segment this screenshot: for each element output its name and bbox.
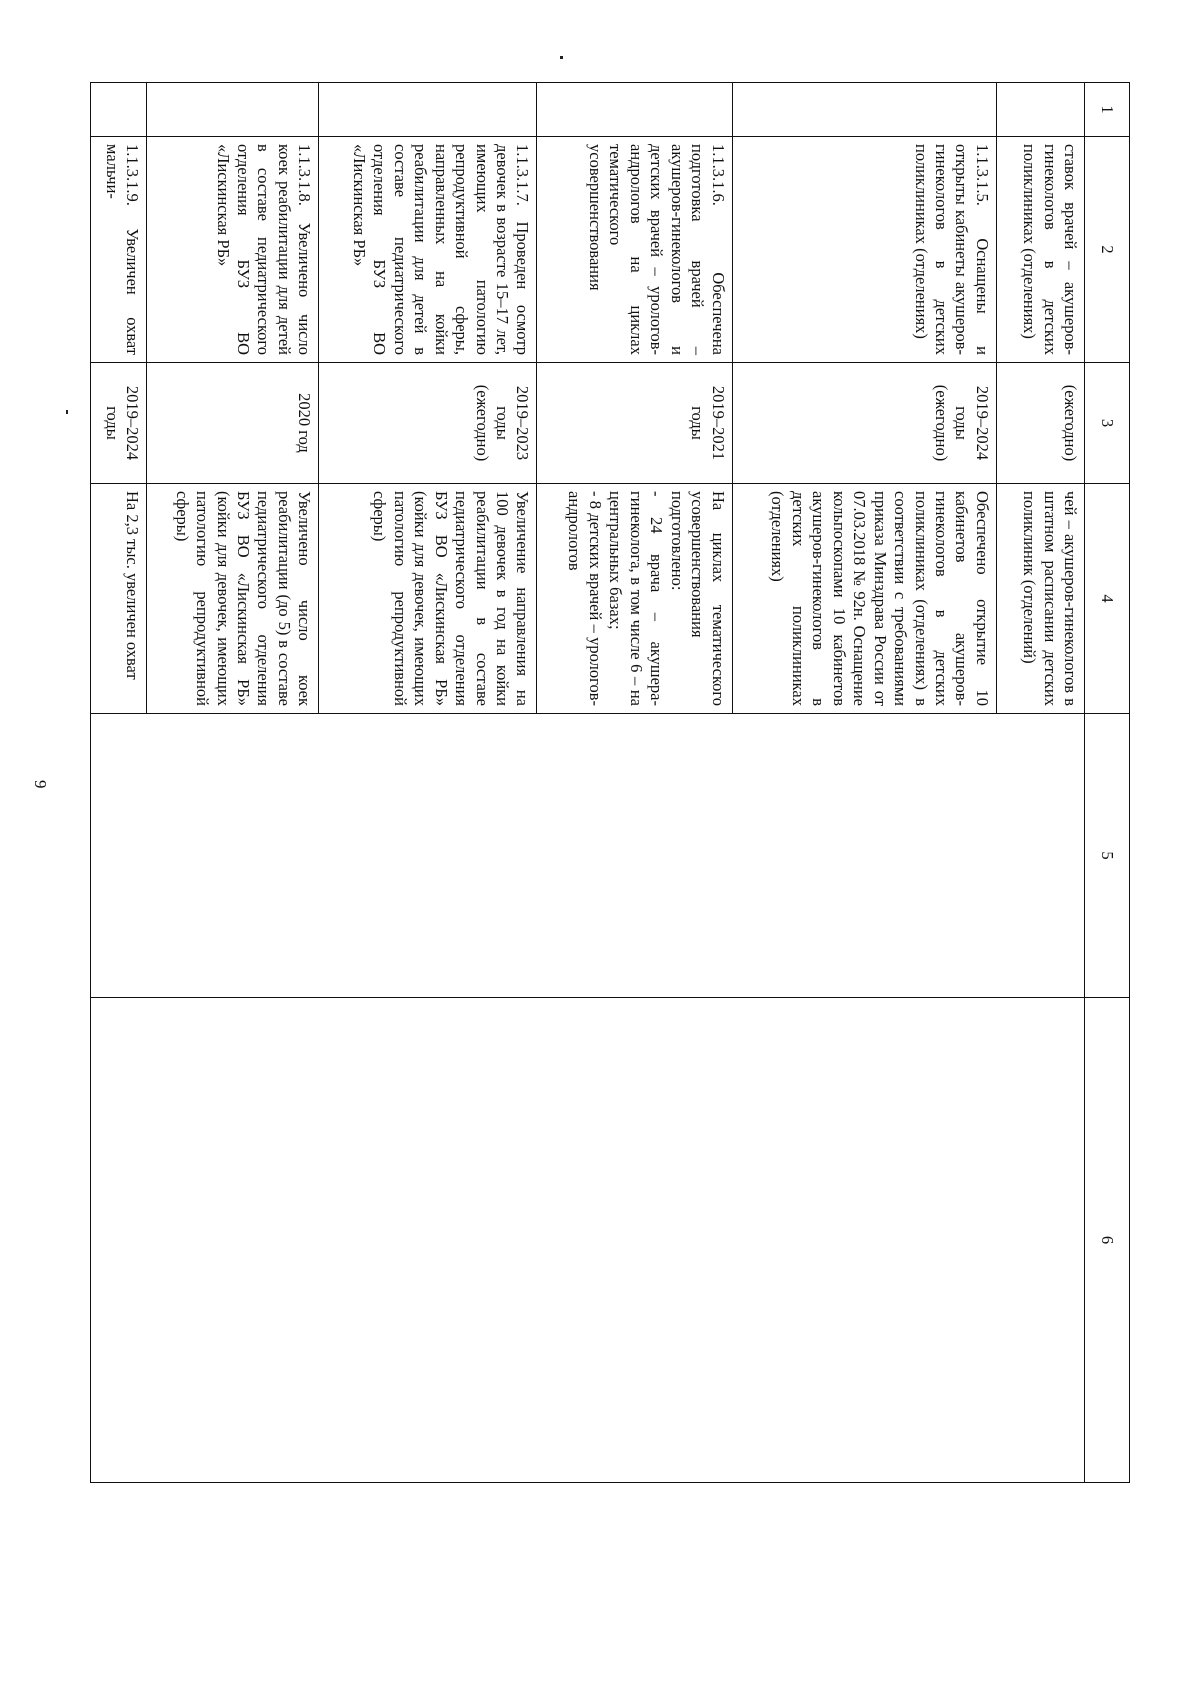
- result-cell: На 2,3 тыс. увеличен охват: [91, 484, 147, 714]
- event-cell: 1.1.3.1.5. Оснащены и открыты кабинеты акушеров-гинекологов в детских поликлиниках (отделениях): [732, 137, 996, 363]
- period-cell: (ежегодно): [996, 363, 1084, 484]
- period-cell: 2019–2024 годы: [91, 363, 147, 484]
- row-number-cell: [996, 83, 1084, 137]
- period-cell: 2019–2021 годы: [537, 363, 732, 484]
- data-table: [90, 82, 1130, 1483]
- result-cell: Увеличено число коек реабилитации (до 5) в составе педиатрического отделения БУЗ ВО «Лискинская РБ» (койки для девочек, имеющих патологию репродуктивной сферы): [147, 484, 319, 714]
- row-number-cell: [732, 83, 996, 137]
- period-cell: 2019–2024 годы (ежегодно): [732, 363, 996, 484]
- header-cell-3: 3: [1085, 363, 1130, 484]
- header-row: [1085, 83, 1130, 1483]
- row-number-cell: [537, 83, 732, 137]
- row-number-cell: [91, 83, 147, 137]
- result-cell: На циклах тематического усовершенствования подготовлено: - 24 врача – акушера-гинеколога, в том числе 6 – на центральных базах; - 8 детских врачей – урологов-андрологов: [537, 484, 732, 714]
- scan-speck: [560, 56, 563, 59]
- header-cell-1: 1: [1085, 83, 1130, 137]
- row-number-cell: [319, 83, 537, 137]
- event-cell: ставок врачей – акушеров-гинекологов в детских поликлиниках (отделениях): [996, 137, 1084, 363]
- table-row: [996, 83, 1084, 1483]
- result-cell: Увеличение направления на 100 девочек в год на койки реабилитации в составе педиатрического отделения БУЗ ВО «Лискинская РБ» (койки для девочек, имеющих патологию репродуктивной сферы): [319, 484, 537, 714]
- event-cell: 1.1.3.1.7. Проведен осмотр девочек в возрасте 15–17 лет, имеющих патологию репродуктивной сферы, направленных на койки реабилитации для детей в составе педиатрического отделения БУЗ ВО «Лискинская РБ»: [319, 137, 537, 363]
- scan-speck: [66, 410, 68, 414]
- column5-cell: [91, 714, 1085, 998]
- row-number-cell: [147, 83, 319, 137]
- column6-cell: [91, 998, 1085, 1483]
- header-cell-6: 6: [1085, 998, 1130, 1483]
- event-cell: 1.1.3.1.8. Увеличено число коек реабилитации для детей в составе педиатрического отделения БУЗ ВО «Лискинская РБ»: [147, 137, 319, 363]
- rotated-table-wrapper: [90, 82, 1130, 1482]
- event-cell: 1.1.3.1.6. Обеспечена подготовка врачей – акушеров-гинекологов и детских врачей – урологов-андрологов на циклах тематического усовершенствования: [537, 137, 732, 363]
- event-cell: 1.1.3.1.9. Увеличен охват мальчи-: [91, 137, 147, 363]
- period-cell: 2019–2023 годы (ежегодно): [319, 363, 537, 484]
- header-cell-5: 5: [1085, 714, 1130, 998]
- result-cell: чей – акушеров-гинекологов в штатном расписании детских поликлиник (отделений): [996, 484, 1084, 714]
- page-number: 9: [31, 780, 50, 789]
- header-cell-4: 4: [1085, 484, 1130, 714]
- result-cell: Обеспечено открытие 10 кабинетов акушеров-гинекологов в детских поликлиниках (отделениях) в соответствии с требованиями приказа Минздрава России от 07.03.2018 № 92н. Оснащение кольпоскопами 10 кабинетов акушеров-гинекологов в детских поликлиниках (отделениях): [732, 484, 996, 714]
- period-cell: 2020 год: [147, 363, 319, 484]
- header-cell-2: 2: [1085, 137, 1130, 363]
